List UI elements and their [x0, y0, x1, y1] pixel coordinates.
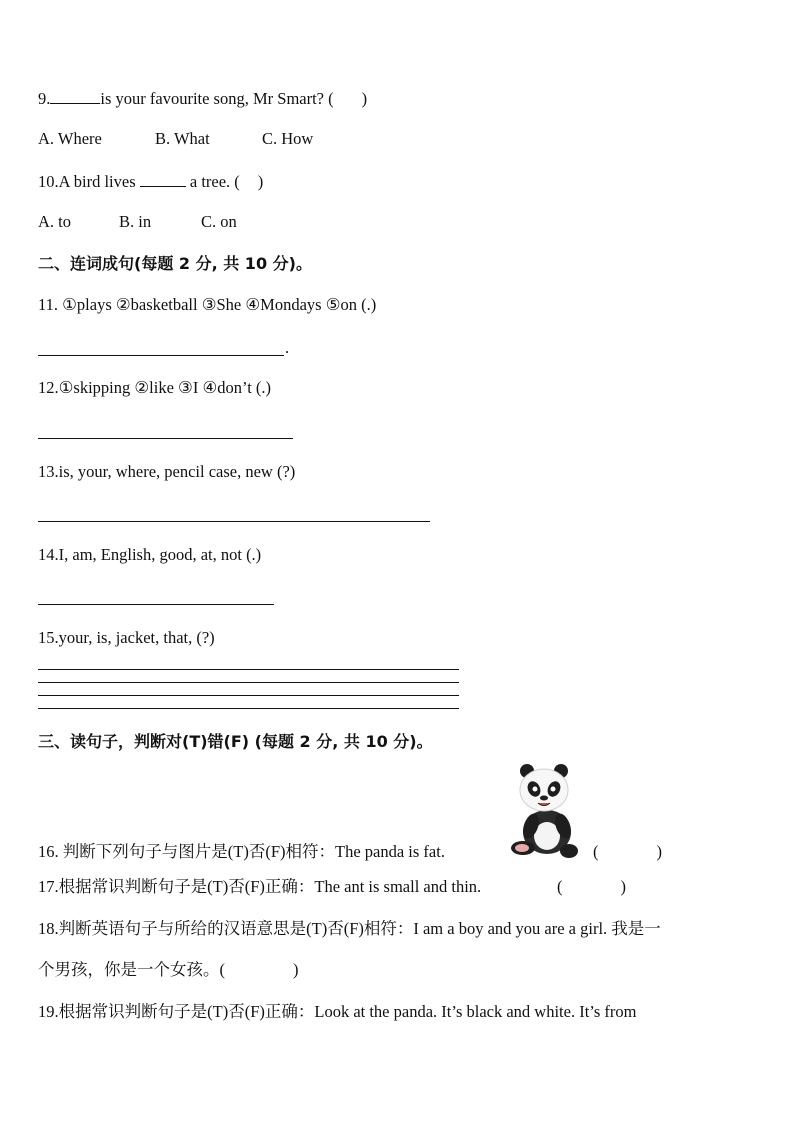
answer-line-13[interactable] [38, 521, 430, 522]
question-text: is your favourite song, Mr Smart? ( [100, 89, 334, 108]
question-11: 11. ①plays ②basketball ③She ④Mondays ⑤on (.) [38, 295, 377, 314]
paren-close: ) [257, 172, 264, 191]
answer-line-15a[interactable] [38, 669, 459, 670]
question-9-options [38, 129, 313, 149]
question-19: 19.根据常识判断句子是(T)否(F)正确：Look at the panda. It’s black and white. It’s from [38, 1002, 637, 1021]
question-text: 个男孩，你是一个女孩。( [38, 960, 225, 979]
paren-open: ( [593, 842, 599, 861]
option-a[interactable]: A. to [38, 212, 71, 231]
answer-line-end-period: . [285, 338, 290, 357]
question-14: 14.I, am, English, good, at, not (.) [38, 545, 262, 564]
question-number: 9. [38, 89, 51, 108]
answer-line-14[interactable] [38, 604, 274, 605]
question-text: 10.A bird lives [38, 172, 136, 191]
question-16 [38, 842, 445, 862]
question-text-end: a tree. ( [189, 172, 240, 191]
answer-line-12[interactable] [38, 438, 293, 439]
answer-paren-16[interactable] [593, 842, 662, 862]
section-2-heading: 二、连词成句(每题 2 分, 共 10 分)。 [38, 254, 312, 273]
answer-line-15c[interactable] [38, 695, 459, 696]
answer-line-11[interactable] [38, 355, 284, 356]
question-13: 13.is, your, where, pencil case, new (?) [38, 462, 296, 481]
option-c[interactable]: C. How [262, 129, 314, 148]
question-10-options [38, 212, 237, 232]
question-17 [38, 877, 481, 897]
question-12: 12.①skipping ②like ③I ④don’t (.) [38, 378, 272, 397]
paren-close: ) [656, 842, 662, 861]
question-18-line-1: 18.判断英语句子与所给的汉语意思是(T)否(F)相符：I am a boy and you are a girl. 我是一 [38, 919, 661, 938]
question-18-line-2 [38, 960, 299, 980]
answer-blank[interactable] [50, 87, 100, 104]
option-b[interactable]: B. in [119, 212, 152, 231]
option-a[interactable]: A. Where [38, 129, 102, 148]
answer-blank[interactable] [140, 170, 186, 187]
answer-paren-17[interactable] [557, 877, 626, 897]
question-15: 15.your, is, jacket, that, (?) [38, 628, 215, 647]
paren-close: ) [361, 89, 368, 108]
paren-open: ( [557, 877, 563, 896]
panda-illustration-icon [503, 762, 587, 860]
question-10 [38, 170, 263, 192]
question-9 [38, 87, 367, 109]
question-text: 16. 判断下列句子与图片是(T)否(F)相符：The panda is fat. [38, 842, 445, 861]
paren-close: ) [620, 877, 626, 896]
option-b[interactable]: B. What [155, 129, 210, 148]
question-text: 17.根据常识判断句子是(T)否(F)正确：The ant is small and thin. [38, 877, 482, 896]
section-3-heading: 三、读句子，判断对(T)错(F) (每题 2 分, 共 10 分)。 [38, 732, 433, 751]
option-c[interactable]: C. on [201, 212, 237, 231]
answer-line-15d[interactable] [38, 708, 459, 709]
paren-close: ) [293, 960, 299, 979]
answer-line-15b[interactable] [38, 682, 459, 683]
